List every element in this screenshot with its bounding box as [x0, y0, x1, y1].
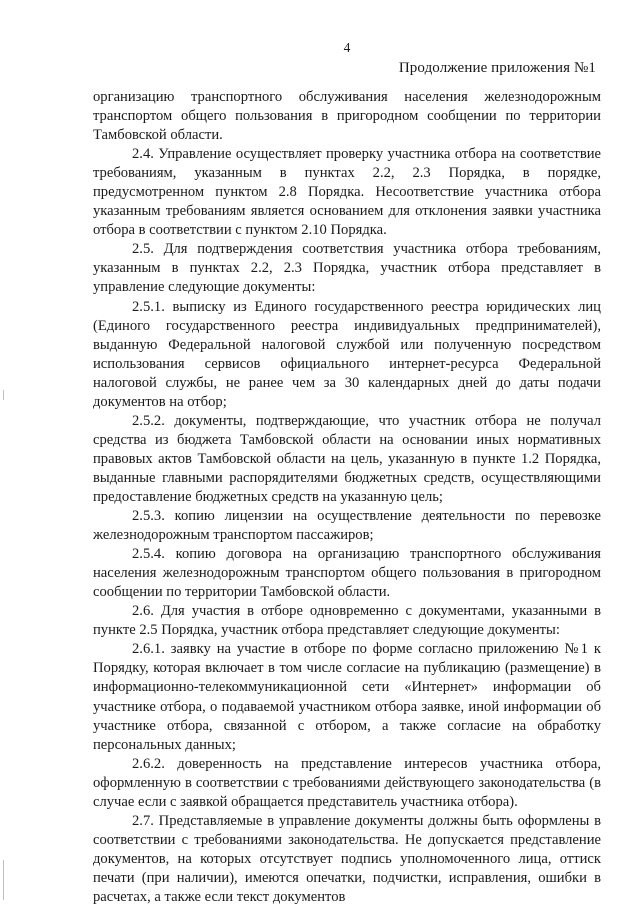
paragraph-2-5-3: 2.5.3. копию лицензии на осуществление деятельности по перевозке железнодорожным транспортом пассажиров; — [93, 508, 601, 544]
paragraph-intro-continuation: организацию транспортного обслуживания населения железнодорожным транспортом общего пользования в пригородном сообщении по территории Тамбовской области. — [93, 89, 601, 144]
scan-edge-mark — [3, 860, 4, 900]
paragraph-2-6: 2.6. Для участия в отборе одновременно с документами, указанными в пункте 2.5 Порядка, участник отбора представляет следующие документы: — [93, 603, 601, 639]
appendix-continuation-label: Продолжение приложения №1 — [398, 60, 596, 76]
page-number: 4 — [343, 40, 351, 55]
paragraph-2-7: 2.7. Представляемые в управление документы должны быть оформлены в соответствии с требованиями законодательства. Не допускается представление документов, на которых отсутствует подпись уполномоченного лица, оттиск печати (при наличии), имеются опечатки, подчистки, исправления, ошибки в расчетах, а также если текст документов — [93, 812, 601, 905]
paragraph-2-6-1: 2.6.1. заявку на участие в отборе по форме согласно приложению №1 к Порядку, которая включает в том числе согласие на публикацию (размещение) в информационно-телекоммуникационной сети «Интернет» информации об участнике отбора, о подаваемой участником отбора заявке, иной информации об участнике отбора, связанной с отбором, а также согласие на обработку персональных данных; — [93, 641, 601, 753]
paragraph-2-6-2: 2.6.2. доверенность на представление интересов участника отбора, оформленную в соответствии с требованиями действующего законодательства (в случае если с заявкой обращается представитель участника отбора). — [93, 755, 601, 810]
paragraph-2-5-2: 2.5.2. документы, подтверждающие, что участник отбора не получал средства из бюджета Тамбовской области на основании иных нормативных правовых актов Тамбовской области на цель, указанную в пункте 1.2 Порядка, выданные главными распорядителями бюджетных средств, осуществляющими предоставление бюджетных средств на указанную цель; — [93, 412, 601, 505]
paragraph-2-5-4: 2.5.4. копию договора на организацию транспортного обслуживания населения железнодорожным транспортом общего пользования в пригородном сообщении по территории Тамбовской области. — [93, 546, 601, 601]
paragraph-2-5: 2.5. Для подтверждения соответствия участника отбора требованиям, указанным в пунктах 2.2, 2.3 Порядка, участник отбора представляет в управление следующие документы: — [93, 241, 601, 296]
paragraph-2-5-1: 2.5.1. выписку из Единого государственного реестра юридических лиц (Единого государственного реестра индивидуальных предпринимателей), выданную Федеральной налоговой службой или полученную посредством использования сервисов официального интернет-ресурса Федеральной налоговой службы, не ранее чем за 30 календарных дней до даты подачи документов на отбор; — [93, 298, 601, 410]
scan-edge-mark — [3, 390, 4, 400]
paragraph-2-4: 2.4. Управление осуществляет проверку участника отбора на соответствие требованиям, указанным в пунктах 2.2, 2.3 Порядка, в порядке, предусмотренном пунктом 2.8 Порядка. Несоответствие участника отбора указанным требованиям является основанием для отклонения заявки участника отбора в соответствии с пунктом 2.10 Порядка. — [93, 146, 601, 239]
document-body — [93, 88, 601, 907]
